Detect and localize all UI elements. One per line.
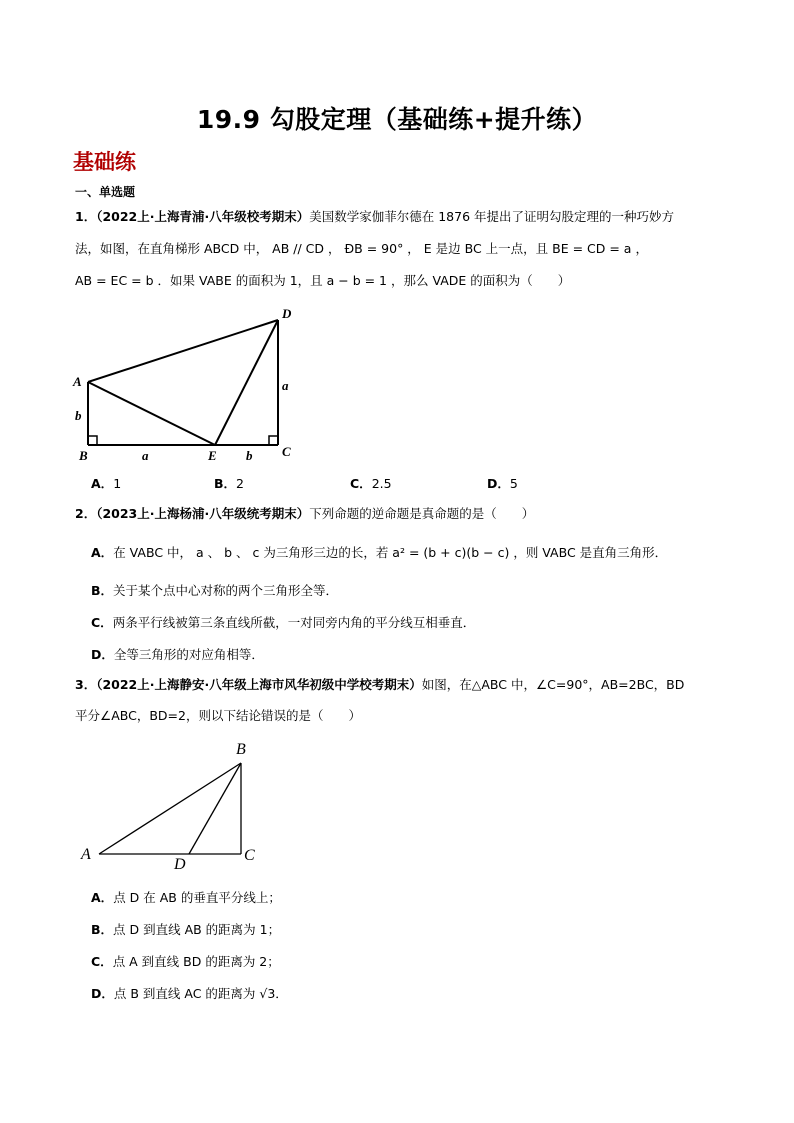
question-1-number: 1． <box>75 209 97 224</box>
label-e: E <box>208 448 217 463</box>
q2-option-a-value: 在 VABC 中， a 、 b 、 c 为三角形三边的长，若 a² = (b + c)(b − c) ，则 VABC 是直角三角形． <box>113 545 668 560</box>
q3-option-d-value: 点 B 到直线 AC 的距离为 √3． <box>113 986 288 1001</box>
question-3-line-1 <box>75 677 684 693</box>
q2-option-b[interactable] <box>91 581 338 599</box>
side-a-bottom: a <box>142 448 149 463</box>
edge-ab-q3 <box>99 763 241 854</box>
q3-option-c-value: 点 A 到直线 BD 的距离为 2； <box>112 954 280 969</box>
question-1-line-2: 法，如图，在直角梯形 ABCD 中， AB // CD ， ÐB = 90° ， E 是边 BC 上一点，且 BE = CD = a ， <box>75 241 648 256</box>
q3-option-c-label: C． <box>91 954 113 969</box>
page-title: 19.9 勾股定理（基础练+提升练） <box>196 105 598 134</box>
q2-option-c-value: 两条平行线被第三条直线所截，一对同旁内角的平分线互相垂直． <box>112 615 476 630</box>
q1-option-d-value: 5 <box>509 476 518 491</box>
question-1-text-1: 美国数学家伽菲尔德在 1876 年提出了证明勾股定理的一种巧妙方 <box>309 209 675 224</box>
q3-option-d-label: D． <box>91 986 114 1001</box>
question-3-text-1: 如图，在△ABC 中，∠C=90°，AB=2BC，BD <box>421 677 685 692</box>
question-3-line-2: 平分∠ABC，BD=2，则以下结论错误的是（ ） <box>75 708 361 723</box>
q3-option-b-label: B． <box>91 922 114 937</box>
q1-option-d-label: D． <box>487 476 510 491</box>
side-b-left: b <box>75 408 82 423</box>
q1-option-a[interactable] <box>91 474 121 492</box>
q1-option-b-label: B． <box>214 476 237 491</box>
q2-option-c[interactable] <box>91 613 475 631</box>
question-1-line-3: AB = EC = b ．如果 VABE 的面积为 1，且 a − b = 1 ，那么 VADE 的面积为（ ） <box>75 273 571 288</box>
q3-option-b-value: 点 D 到直线 AB 的距离为 1； <box>113 922 281 937</box>
subsection-title: 一、单选题 <box>75 185 136 199</box>
q3-option-c[interactable] <box>91 952 280 970</box>
q1-option-a-label: A． <box>91 476 114 491</box>
q1-option-a-value: 1 <box>113 476 122 491</box>
label-a: A <box>73 374 82 389</box>
q2-option-c-label: C． <box>91 615 113 630</box>
q2-option-a[interactable] <box>91 543 667 561</box>
label-c: C <box>282 444 291 459</box>
label-a-q3: A <box>81 846 91 863</box>
label-b: B <box>79 448 88 463</box>
q1-option-c[interactable] <box>350 474 392 492</box>
q3-option-a[interactable] <box>91 888 281 906</box>
question-2-source: （2023上·上海杨浦·八年级统考期末） <box>96 506 310 521</box>
q2-option-d[interactable] <box>91 645 264 663</box>
question-1-line-1 <box>75 209 674 225</box>
q3-option-b[interactable] <box>91 920 280 938</box>
question-1-figure <box>70 300 310 465</box>
q2-option-a-label: A． <box>91 545 114 560</box>
q2-option-b-value: 关于某个点中心对称的两个三角形全等． <box>113 583 339 598</box>
label-c-q3: C <box>244 847 255 864</box>
q1-option-b[interactable] <box>214 474 244 492</box>
question-1-source: （2022上·上海青浦·八年级校考期末） <box>96 209 310 224</box>
q1-option-b-value: 2 <box>236 476 244 491</box>
question-2-line-1 <box>75 506 534 522</box>
edge-da <box>88 320 278 382</box>
section-title: 基础练 <box>73 149 136 174</box>
q2-option-b-label: B． <box>91 583 114 598</box>
side-b-bottom: b <box>246 448 253 463</box>
q3-option-a-value: 点 D 在 AB 的垂直平分线上； <box>113 890 281 905</box>
label-b-q3: B <box>236 741 246 758</box>
edge-bd <box>189 763 241 854</box>
right-angle-b <box>88 436 97 445</box>
q1-option-c-label: C． <box>350 476 372 491</box>
q3-option-d[interactable] <box>91 984 288 1002</box>
question-3-source: （2022上·上海静安·八年级上海市风华初级中学校考期末） <box>96 677 422 692</box>
label-d: D <box>282 306 292 321</box>
q3-option-a-label: A． <box>91 890 114 905</box>
q2-option-d-value: 全等三角形的对应角相等． <box>113 647 264 662</box>
label-d-q3: D <box>174 856 186 870</box>
side-a-right: a <box>282 378 289 393</box>
question-2-number: 2． <box>75 506 97 521</box>
q1-option-c-value: 2.5 <box>371 476 392 491</box>
q1-option-d[interactable] <box>487 474 518 492</box>
edge-de <box>215 320 278 445</box>
right-angle-c <box>269 436 278 445</box>
q2-option-d-label: D． <box>91 647 114 662</box>
question-3-figure <box>75 735 275 870</box>
question-2-text: 下列命题的逆命题是真命题的是（ ） <box>309 506 535 521</box>
edge-ae <box>88 382 215 445</box>
question-3-number: 3． <box>75 677 97 692</box>
